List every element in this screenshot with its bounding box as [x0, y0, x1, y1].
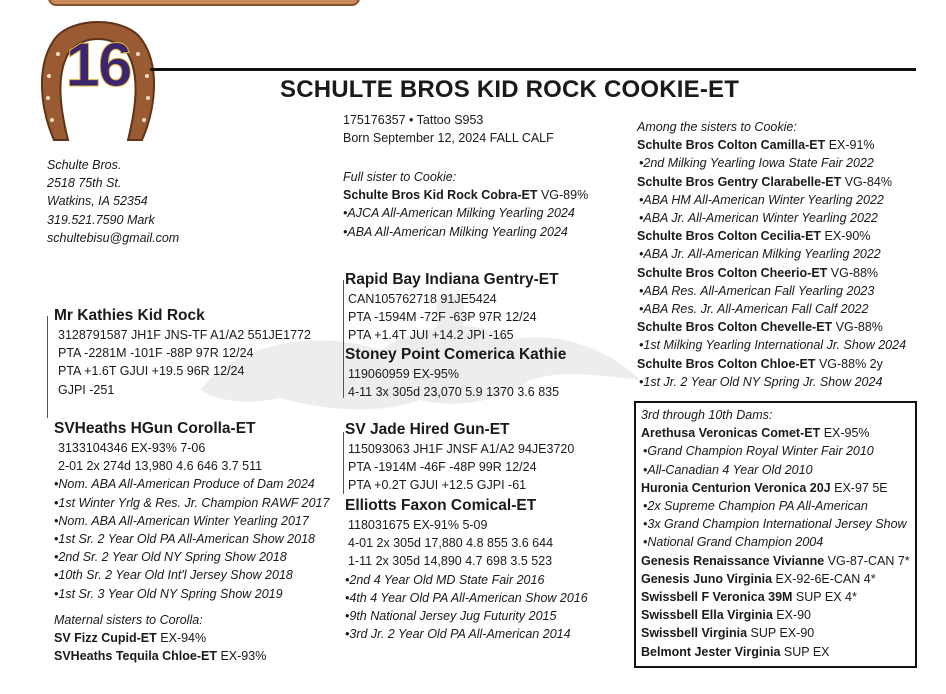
ancestor-dam-name: Genesis Renaissance Vivianne [641, 553, 825, 568]
sister-row [637, 173, 906, 191]
sire-line: 3128791587 JH1F JNS-TF A1/A2 551JE1772 [58, 328, 311, 342]
dam-note: •1st Winter Yrlg & Res. Jr. Champion RAWF 2017 [54, 495, 330, 510]
ancestor-dam-row [641, 624, 910, 642]
sire-sire-line: PTA +1.4T JUI +14.2 JPI -165 [348, 328, 514, 343]
sire-bracket [47, 316, 48, 418]
ancestor-dam-row [641, 606, 910, 624]
dam-dam-line: 118031675 EX-91% 5-09 [348, 518, 488, 532]
ancestor-dam-note: •3x Grand Champion International Jersey Show [643, 517, 907, 532]
sire-dam-name: Stoney Point Comerica Kathie [345, 346, 567, 363]
sister-score: VG-88% [832, 320, 883, 335]
sister-name: Schulte Bros Colton Chloe-ET [637, 356, 816, 371]
maternal-sisters-heading: Maternal sisters to Corolla: [54, 612, 203, 627]
dam-note: •Nom. ABA All-American Produce of Dam 2024 [54, 477, 315, 492]
full-sister-block [343, 168, 588, 241]
dam-sire-line: PTA -1914M -46F -48P 99R 12/24 [348, 460, 537, 475]
sister-score: VG-88% [827, 265, 879, 280]
consignor-name: Schulte Bros. [47, 158, 122, 172]
sister-score: EX-90% [821, 229, 871, 244]
full-sister-score: VG-89% [537, 188, 589, 203]
sister-note: •ABA Jr. All-American Milking Yearling 2022 [639, 247, 881, 262]
maternal-sister-score: EX-93% [217, 649, 267, 664]
ancestor-dam-score: EX-92-6E-CAN 4* [772, 571, 876, 586]
sister-note: •ABA HM All-American Winter Yearling 2022 [639, 192, 884, 207]
ancestor-dam-note: •2x Supreme Champion PA All-American [643, 499, 868, 514]
ancestor-dam-row [641, 570, 910, 588]
sire-dam-line: 119060959 EX-95% [348, 367, 459, 381]
consignor-phone: 319.521.7590 Mark [47, 212, 155, 227]
ancestor-dam-note: •Grand Champion Royal Winter Fair 2010 [643, 444, 874, 459]
maternal-sister-name: SV Fizz Cupid-ET [54, 631, 157, 646]
ancestor-dam-name: Arethusa Veronicas Comet-ET [641, 426, 821, 441]
page-title: SCHULTE BROS KID ROCK COOKIE-ET [280, 76, 740, 103]
dam-note: •1st Sr. 2 Year Old PA All-American Show 2018 [54, 532, 315, 547]
lot-badge [36, 8, 160, 150]
sister-note: •ABA Res. All-American Fall Yearling 2023 [639, 283, 875, 298]
dam-note: •2nd Sr. 2 Year Old NY Spring Show 2018 [54, 550, 287, 565]
birth-line: Born September 12, 2024 FALL CALF [343, 131, 554, 146]
dam-note: •Nom. ABA All-American Winter Yearling 2017 [54, 513, 309, 528]
dam-sire-line: PTA +0.2T GJUI +12.5 GJPI -61 [348, 478, 527, 493]
sister-row [637, 136, 906, 154]
ancestor-dam-name: Huronia Centurion Veronica 20J [641, 480, 831, 495]
sire-line: GJPI -251 [58, 382, 115, 397]
sisters-list [637, 136, 906, 391]
dam-sire-block [345, 420, 574, 495]
ancestor-dam-row [641, 588, 910, 606]
ancestor-dam-row [641, 643, 910, 661]
sire-sire-bracket [343, 280, 344, 398]
consignor-block [47, 156, 179, 247]
dam-sire-bracket [343, 432, 344, 494]
sire-dam-block [345, 345, 566, 401]
sire-name: Mr Kathies Kid Rock [54, 307, 205, 324]
ancestor-dam-name: Swissbell Virginia [641, 626, 748, 641]
sister-note: •1st Jr. 2 Year Old NY Spring Jr. Show 2024 [639, 374, 883, 389]
sire-line: PTA +1.6T GJUI +19.5 96R 12/24 [58, 364, 245, 379]
dam-dam-note: •9th National Jersey Jug Futurity 2015 [345, 609, 557, 624]
sister-note: •2nd Milking Yearling Iowa State Fair 2022 [639, 156, 874, 171]
ancestor-dam-score: SUP EX-90 [747, 626, 815, 641]
ancestor-dam-score: VG-87-CAN 7* [824, 553, 910, 568]
dams-heading: 3rd through 10th Dams: [641, 408, 773, 422]
lot-number: 16 [65, 31, 131, 100]
sire-sire-block [345, 270, 559, 345]
sister-score: VG-84% [841, 174, 892, 189]
dam-dam-note: •2nd 4 Year Old MD State Fair 2016 [345, 572, 545, 587]
sister-name: Schulte Bros Gentry Clarabelle-ET [637, 174, 842, 189]
ancestor-dam-note: •National Grand Champion 2004 [643, 535, 824, 550]
ancestor-dam-name: Belmont Jester Virginia [641, 644, 781, 659]
dam-dam-note: •3rd Jr. 2 Year Old PA All-American 2014 [345, 627, 571, 642]
sister-note: •ABA Jr. All-American Winter Yearling 2022 [639, 211, 878, 226]
full-sister-name: Schulte Bros Kid Rock Cobra-ET [343, 188, 538, 203]
sire-line: PTA -2281M -101F -88P 97R 12/24 [58, 346, 254, 361]
ancestor-dam-row [641, 424, 910, 442]
dams-block [641, 406, 910, 661]
sister-name: Schulte Bros Colton Camilla-ET [637, 138, 826, 153]
dam-note: •1st Sr. 3 Year Old NY Spring Show 2019 [54, 586, 283, 601]
ancestor-dam-score: EX-97 5E [830, 480, 888, 495]
sire-block [54, 306, 311, 399]
ancestor-dam-note: •All-Canadian 4 Year Old 2010 [643, 462, 813, 477]
maternal-sister-name: SVHeaths Tequila Chloe-ET [54, 649, 217, 664]
animal-info [343, 111, 554, 147]
dam-dam-line: 1-11 2x 305d 14,890 4.7 698 3.5 523 [348, 554, 553, 569]
sire-sire-line: PTA -1594M -72F -63P 97R 12/24 [348, 310, 537, 325]
dam-dam-line: 4-01 2x 305d 17,880 4.8 855 3.6 644 [348, 536, 554, 551]
sire-sire-line: CAN105762718 91JE5424 [348, 292, 497, 306]
sisters-block [637, 118, 906, 391]
sister-row [637, 318, 906, 336]
dam-sire-name: SV Jade Hired Gun-ET [345, 421, 510, 438]
sister-note: •ABA Res. Jr. All-American Fall Calf 2022 [639, 302, 869, 317]
ancestor-dam-row [641, 479, 910, 497]
sister-name: Schulte Bros Colton Cecilia-ET [637, 229, 822, 244]
title-rule [150, 68, 916, 71]
dam-line: 2-01 2x 274d 13,980 4.6 646 3.7 511 [58, 459, 263, 474]
consignor-email[interactable]: schultebisu@gmail.com [47, 230, 180, 245]
dam-note: •10th Sr. 2 Year Old Int'l Jersey Show 2018 [54, 568, 293, 583]
dam-dam-block [345, 496, 588, 643]
ancestor-dam-row [641, 552, 910, 570]
ancestor-dam-name: Genesis Juno Virginia [641, 571, 773, 586]
registration-line: 175176357 • Tattoo S953 [343, 113, 484, 127]
consignor-city: Watkins, IA 52354 [47, 194, 148, 209]
ancestor-dam-score: SUP EX [780, 644, 830, 659]
ancestor-dam-score: EX-90 [772, 608, 811, 623]
ancestor-dam-name: Swissbell Ella Virginia [641, 608, 773, 623]
dam-name: SVHeaths HGun Corolla-ET [54, 420, 256, 437]
dams-list [641, 424, 910, 661]
sire-sire-name: Rapid Bay Indiana Gentry-ET [345, 271, 559, 288]
sister-note: •1st Milking Yearling International Jr. Show 2024 [639, 338, 907, 353]
ancestor-dam-name: Swissbell F Veronica 39M [641, 590, 793, 605]
sister-name: Schulte Bros Colton Chevelle-ET [637, 320, 833, 335]
header-strip [48, 0, 360, 6]
dam-dam-name: Elliotts Faxon Comical-ET [345, 497, 537, 514]
sire-dam-line: 4-11 3x 305d 23,070 5.9 1370 3.6 835 [348, 385, 560, 400]
dam-block [54, 419, 329, 665]
ancestor-dam-score: EX-95% [820, 426, 870, 441]
dam-dam-note: •4th 4 Year Old PA All-American Show 2016 [345, 590, 588, 605]
full-sister-note: •ABA All-American Milking Yearling 2024 [343, 224, 568, 239]
full-sister-note: •AJCA All-American Milking Yearling 2024 [343, 206, 575, 221]
ancestor-dam-score: SUP EX 4* [792, 590, 857, 605]
sister-name: Schulte Bros Colton Cheerio-ET [637, 265, 828, 280]
sister-row [637, 355, 906, 373]
full-sister-heading: Full sister to Cookie: [343, 170, 457, 184]
maternal-sister-score: EX-94% [156, 631, 207, 646]
sisters-heading: Among the sisters to Cookie: [637, 120, 797, 134]
consignor-street: 2518 75th St. [47, 176, 122, 191]
sister-score: EX-91% [825, 138, 875, 153]
sister-row [637, 227, 906, 245]
sister-score: VG-88% 2y [815, 356, 883, 371]
sister-row [637, 264, 906, 282]
dam-line: 3133104346 EX-93% 7-06 [58, 441, 206, 455]
dam-sire-line: 115093063 JH1F JNSF A1/A2 94JE3720 [348, 442, 575, 456]
